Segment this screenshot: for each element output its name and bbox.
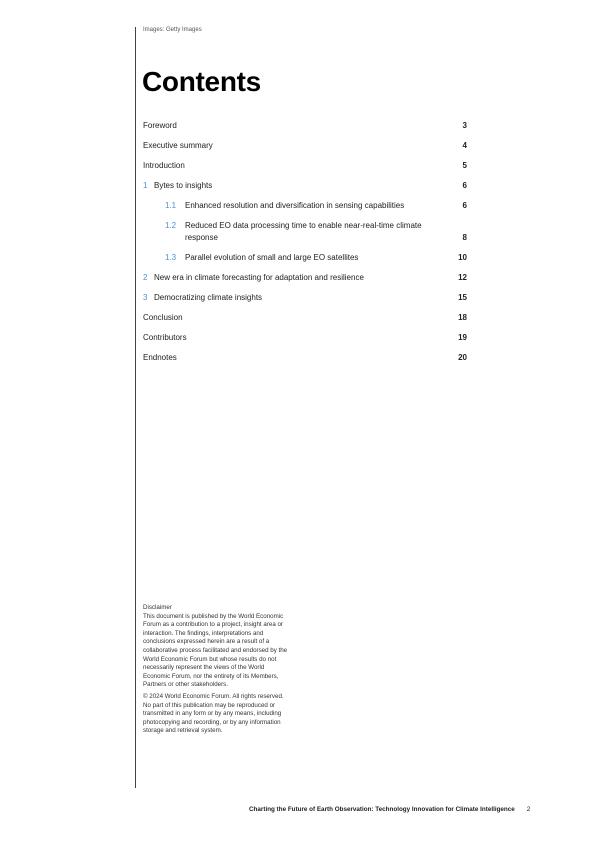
toc-item-conclusion[interactable] [143,312,467,324]
toc-page-number: 6 [462,201,467,210]
toc-label: Bytes to insights [154,181,213,190]
disclaimer-text [143,604,288,690]
image-credit: Images: Getty Images [143,27,202,33]
toc-item-section-2[interactable] [143,272,467,284]
toc-page-number: 12 [458,273,467,282]
footer-page-number: 2 [526,806,531,813]
toc-item-section-3[interactable] [143,292,467,304]
toc-label: Democratizing climate insights [154,293,263,302]
toc-item-section-1-3[interactable] [165,252,467,264]
toc-section-number: 1.2 [165,221,177,230]
toc-section-number: 1 [143,181,148,190]
toc-page-number: 10 [458,253,467,262]
page-title: Contents [142,66,261,97]
disclaimer [143,604,288,739]
toc-page-number: 5 [462,161,467,170]
toc-item-introduction[interactable] [143,160,467,172]
disclaimer-body: This document is published by the World Economic Forum as a contribution to a project, insight area or interaction. The findings, interpretations and conclusions expressed herein are a result of a collaborative process facilitated and endorsed by the World Economic Forum but whose results do not necessarily represent the views of the World Economic Forum, nor the entirety of its Members, Partners or other stakeholders. [143,612,288,689]
toc-item-foreword[interactable] [143,120,467,132]
toc-label: Reduced EO data processing time to enable near-real-time climate response [185,221,422,242]
copyright-notice: © 2024 World Economic Forum. All rights reserved. No part of this publication may be reproduced or transmitted in any form or by any means, including photocopying and recording, or by any information storage and retrieval system. [143,692,284,735]
toc-item-endnotes[interactable] [143,352,467,364]
vertical-rule [135,27,136,788]
page-footer [249,806,530,813]
toc-section-number: 1.1 [165,201,177,210]
toc-label: Introduction [143,161,185,170]
toc-label: Contributors [143,333,187,342]
toc-page-number: 15 [458,293,467,302]
toc-label: Executive summary [143,141,213,150]
toc-item-contributors[interactable] [143,332,467,344]
toc-item-executive-summary[interactable] [143,140,467,152]
toc-section-number: 2 [143,273,148,282]
toc-item-section-1-1[interactable] [165,200,467,212]
toc-page-number: 8 [462,233,467,242]
toc-label: Parallel evolution of small and large EO satellites [185,253,359,262]
toc-label: Endnotes [143,353,177,362]
toc-section-number: 3 [143,293,148,302]
toc-item-section-1-2[interactable] [165,220,467,244]
toc-page-number: 18 [458,313,467,322]
toc-page-number: 20 [458,353,467,362]
toc-section-number: 1.3 [165,253,177,262]
toc-page-number: 19 [458,333,467,342]
disclaimer-heading: Disclaimer [143,604,172,611]
toc-page-number: 6 [462,181,467,190]
toc-label: Conclusion [143,313,183,322]
toc-label: New era in climate forecasting for adaptation and resilience [154,273,364,282]
toc-label: Foreword [143,121,177,130]
toc-label: Enhanced resolution and diversification in sensing capabilities [185,201,405,210]
footer-title: Charting the Future of Earth Observation: Technology Innovation for Climate Intelligence [249,806,515,813]
toc-page-number: 4 [462,141,467,150]
toc-item-section-1[interactable] [143,180,467,192]
toc-page-number: 3 [462,121,467,130]
